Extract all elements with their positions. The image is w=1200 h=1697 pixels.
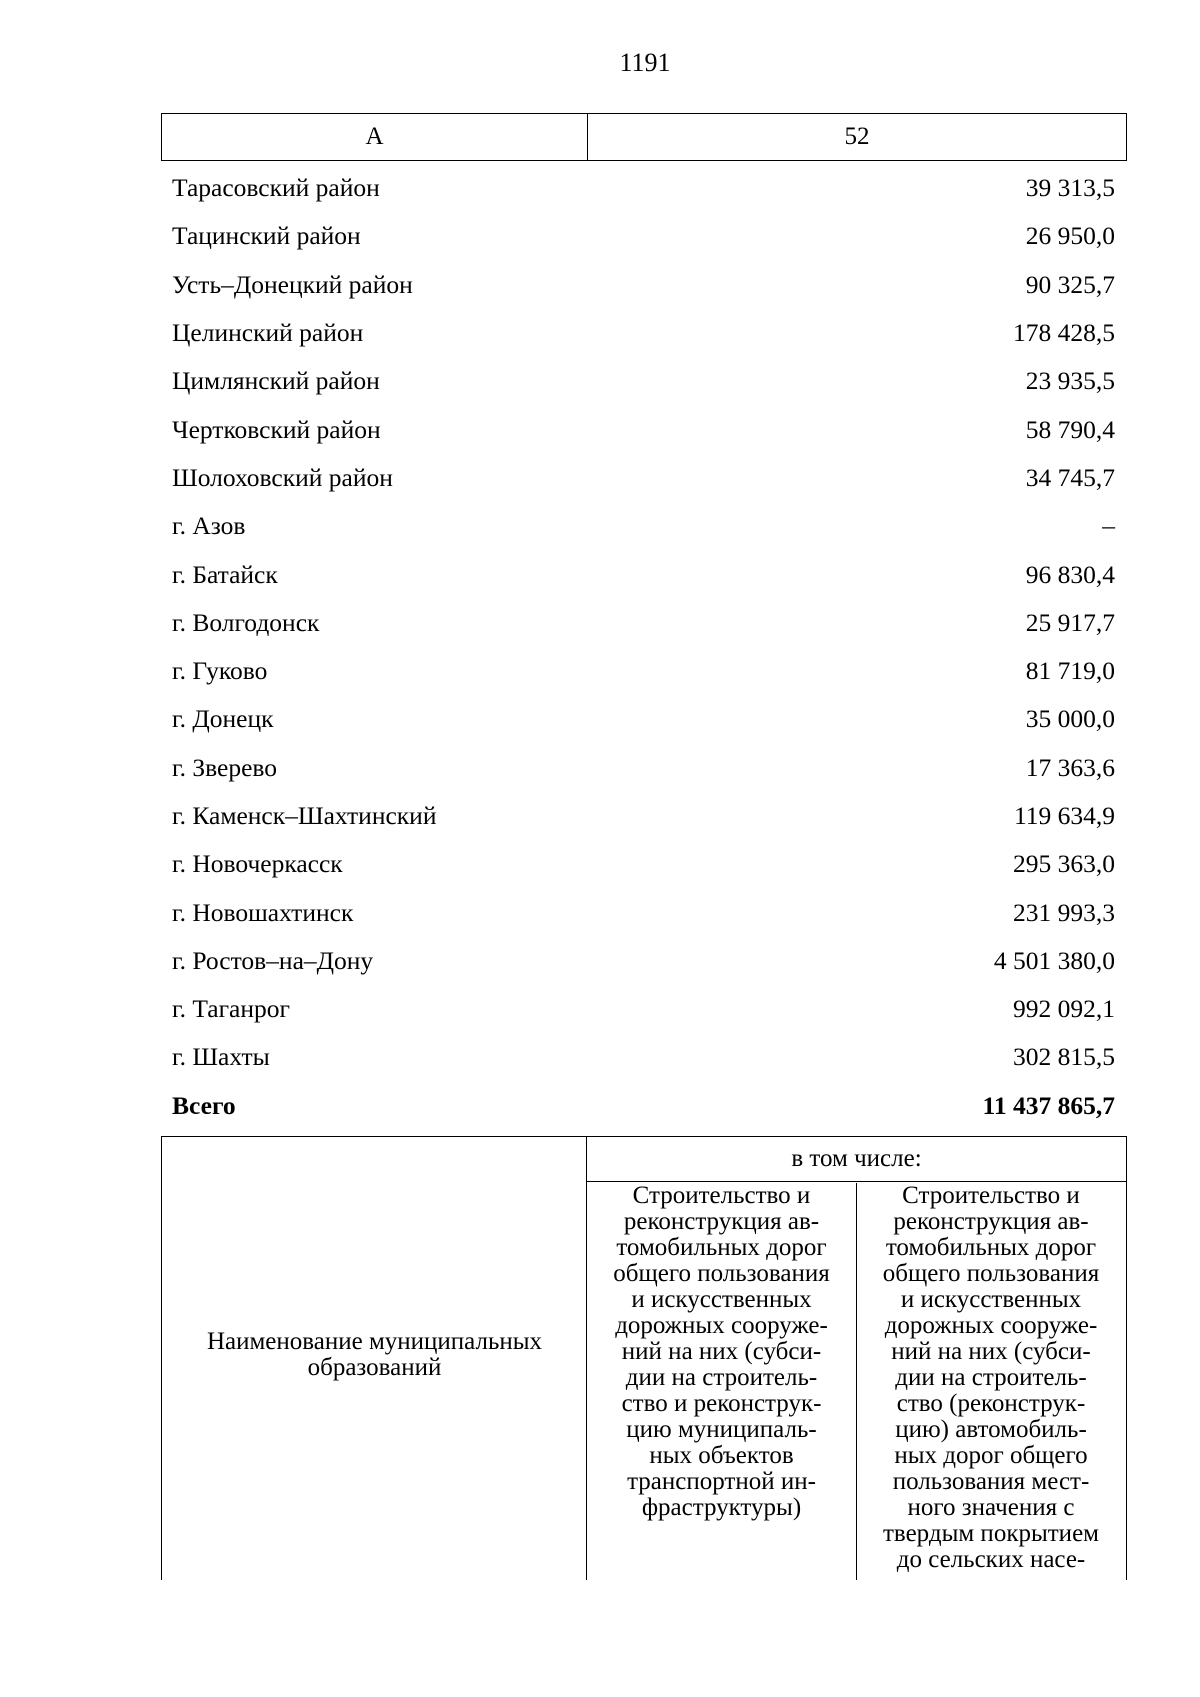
row-value: 81 719,0 bbox=[1025, 656, 1115, 686]
total-value: 11 437 865,7 bbox=[982, 1090, 1115, 1120]
table-row bbox=[172, 985, 1115, 1033]
row-value: 58 790,4 bbox=[1025, 414, 1115, 444]
row-value: 178 428,5 bbox=[1013, 318, 1115, 348]
header-line: реконструкция ав- bbox=[893, 1208, 1089, 1235]
header-line: ных дорог общего bbox=[894, 1442, 1088, 1469]
row-value: 39 313,5 bbox=[1025, 173, 1115, 203]
page-number: 1191 bbox=[619, 48, 671, 77]
header-line: ний на них (субси- bbox=[891, 1338, 1091, 1365]
row-value: – bbox=[1102, 511, 1115, 541]
row-name: Усть–Донецкий район bbox=[172, 269, 413, 299]
row-value: 26 950,0 bbox=[1025, 221, 1115, 251]
total-row bbox=[172, 1082, 1115, 1130]
row-name: г. Таганрог bbox=[172, 994, 290, 1024]
row-name: г. Ростов–на–Дону bbox=[172, 945, 374, 975]
row-value: 25 917,7 bbox=[1025, 607, 1115, 637]
header-line: реконструкция ав- bbox=[623, 1208, 820, 1235]
header-line: до сельских насе- bbox=[896, 1546, 1086, 1573]
row-value: 119 634,9 bbox=[1013, 801, 1115, 830]
header-line: фраструктуры) bbox=[641, 1494, 802, 1521]
header-line: Строительство и bbox=[632, 1182, 811, 1209]
including-subheader: в том числе: bbox=[587, 1137, 1126, 1182]
header-column-52: 52 bbox=[844, 123, 870, 150]
header-line: твердым покрытием bbox=[883, 1520, 1099, 1547]
header-line: томобильных дорог bbox=[616, 1234, 827, 1261]
header-line: цию) автомобиль- bbox=[895, 1416, 1087, 1443]
municipality-name-header bbox=[162, 1329, 587, 1381]
header-line: общего пользования bbox=[613, 1260, 830, 1287]
table-row bbox=[172, 599, 1115, 647]
header-line: дии на строитель- bbox=[625, 1364, 818, 1391]
row-name: г. Азов bbox=[172, 511, 246, 541]
table-row bbox=[172, 840, 1115, 888]
header-line: дорожных сооруже- bbox=[884, 1312, 1098, 1339]
page-bottom-margin bbox=[0, 1580, 1200, 1697]
row-value: 231 993,3 bbox=[1013, 897, 1115, 927]
row-value: 17 363,6 bbox=[1025, 752, 1115, 782]
table-row bbox=[172, 164, 1115, 212]
row-name: г. Зверево bbox=[172, 752, 278, 782]
data-rows bbox=[172, 164, 1115, 1130]
header-line: томобильных дорог bbox=[885, 1234, 1097, 1261]
header-line: цию муниципаль- bbox=[626, 1416, 817, 1443]
row-name: Целинский район bbox=[172, 318, 364, 348]
table-row bbox=[172, 454, 1115, 502]
row-value: 23 935,5 bbox=[1025, 366, 1115, 396]
row-name: Чертковский район bbox=[172, 414, 381, 444]
table-row bbox=[172, 647, 1115, 695]
header-line: Наименование муниципальных bbox=[206, 1328, 543, 1355]
row-name: г. Донецк bbox=[172, 704, 274, 734]
header-line: транспортной ин- bbox=[627, 1468, 816, 1495]
table-row bbox=[172, 309, 1115, 357]
row-name: г. Гуково bbox=[172, 656, 268, 686]
table-row bbox=[172, 792, 1115, 840]
row-name: г. Каменск–Шахтинский bbox=[172, 801, 437, 830]
row-value: 34 745,7 bbox=[1025, 462, 1115, 492]
row-name: г. Волгодонск bbox=[172, 607, 320, 637]
row-name: г. Батайск bbox=[172, 559, 278, 589]
table-row bbox=[172, 261, 1115, 309]
header-line: и искусственных bbox=[900, 1286, 1082, 1313]
table-row bbox=[172, 888, 1115, 936]
row-value: 302 815,5 bbox=[1013, 1042, 1115, 1072]
table-row bbox=[172, 405, 1115, 453]
row-name: Цимлянский район bbox=[172, 366, 380, 396]
header-line: ство (реконструк- bbox=[896, 1390, 1086, 1417]
row-value: 4 501 380,0 bbox=[993, 945, 1115, 975]
table-row bbox=[172, 744, 1115, 792]
row-name: Шолоховский район bbox=[172, 462, 393, 492]
table-row bbox=[172, 1033, 1115, 1081]
table-row bbox=[172, 550, 1115, 598]
row-name: г. Шахты bbox=[172, 1042, 270, 1072]
row-value: 96 830,4 bbox=[1025, 559, 1115, 589]
row-name: г. Новочеркасск bbox=[172, 849, 343, 879]
header-line: ных объектов bbox=[649, 1442, 794, 1469]
header-line: и искусственных bbox=[631, 1286, 812, 1313]
header-line: Строительство и bbox=[902, 1182, 1080, 1209]
row-value: 992 092,1 bbox=[1013, 994, 1115, 1024]
header-line: образований bbox=[307, 1354, 442, 1381]
total-label: Всего bbox=[172, 1090, 236, 1120]
row-name: г. Новошахтинск bbox=[172, 897, 354, 927]
table-row bbox=[172, 502, 1115, 550]
header-line: общего пользования bbox=[882, 1260, 1100, 1287]
table-row bbox=[172, 937, 1115, 985]
header-line: ного значения с bbox=[907, 1494, 1075, 1521]
row-value: 35 000,0 bbox=[1025, 704, 1115, 734]
header-line: дорожных сооруже- bbox=[615, 1312, 828, 1339]
header-line: пользования мест- bbox=[892, 1468, 1090, 1495]
row-value: 90 325,7 bbox=[1025, 269, 1115, 299]
table-header bbox=[161, 113, 1127, 161]
header-line: дии на строитель- bbox=[895, 1364, 1087, 1391]
header-line: ний на них (субси- bbox=[621, 1338, 822, 1365]
table-row bbox=[172, 695, 1115, 743]
header-column-a: А bbox=[162, 114, 588, 160]
row-name: Тарасовский район bbox=[172, 173, 380, 203]
row-name: Тацинский район bbox=[172, 221, 361, 251]
table-row bbox=[172, 212, 1115, 260]
table-row bbox=[172, 357, 1115, 405]
row-value: 295 363,0 bbox=[1013, 849, 1115, 879]
header-line: ство и реконструк- bbox=[621, 1390, 822, 1417]
